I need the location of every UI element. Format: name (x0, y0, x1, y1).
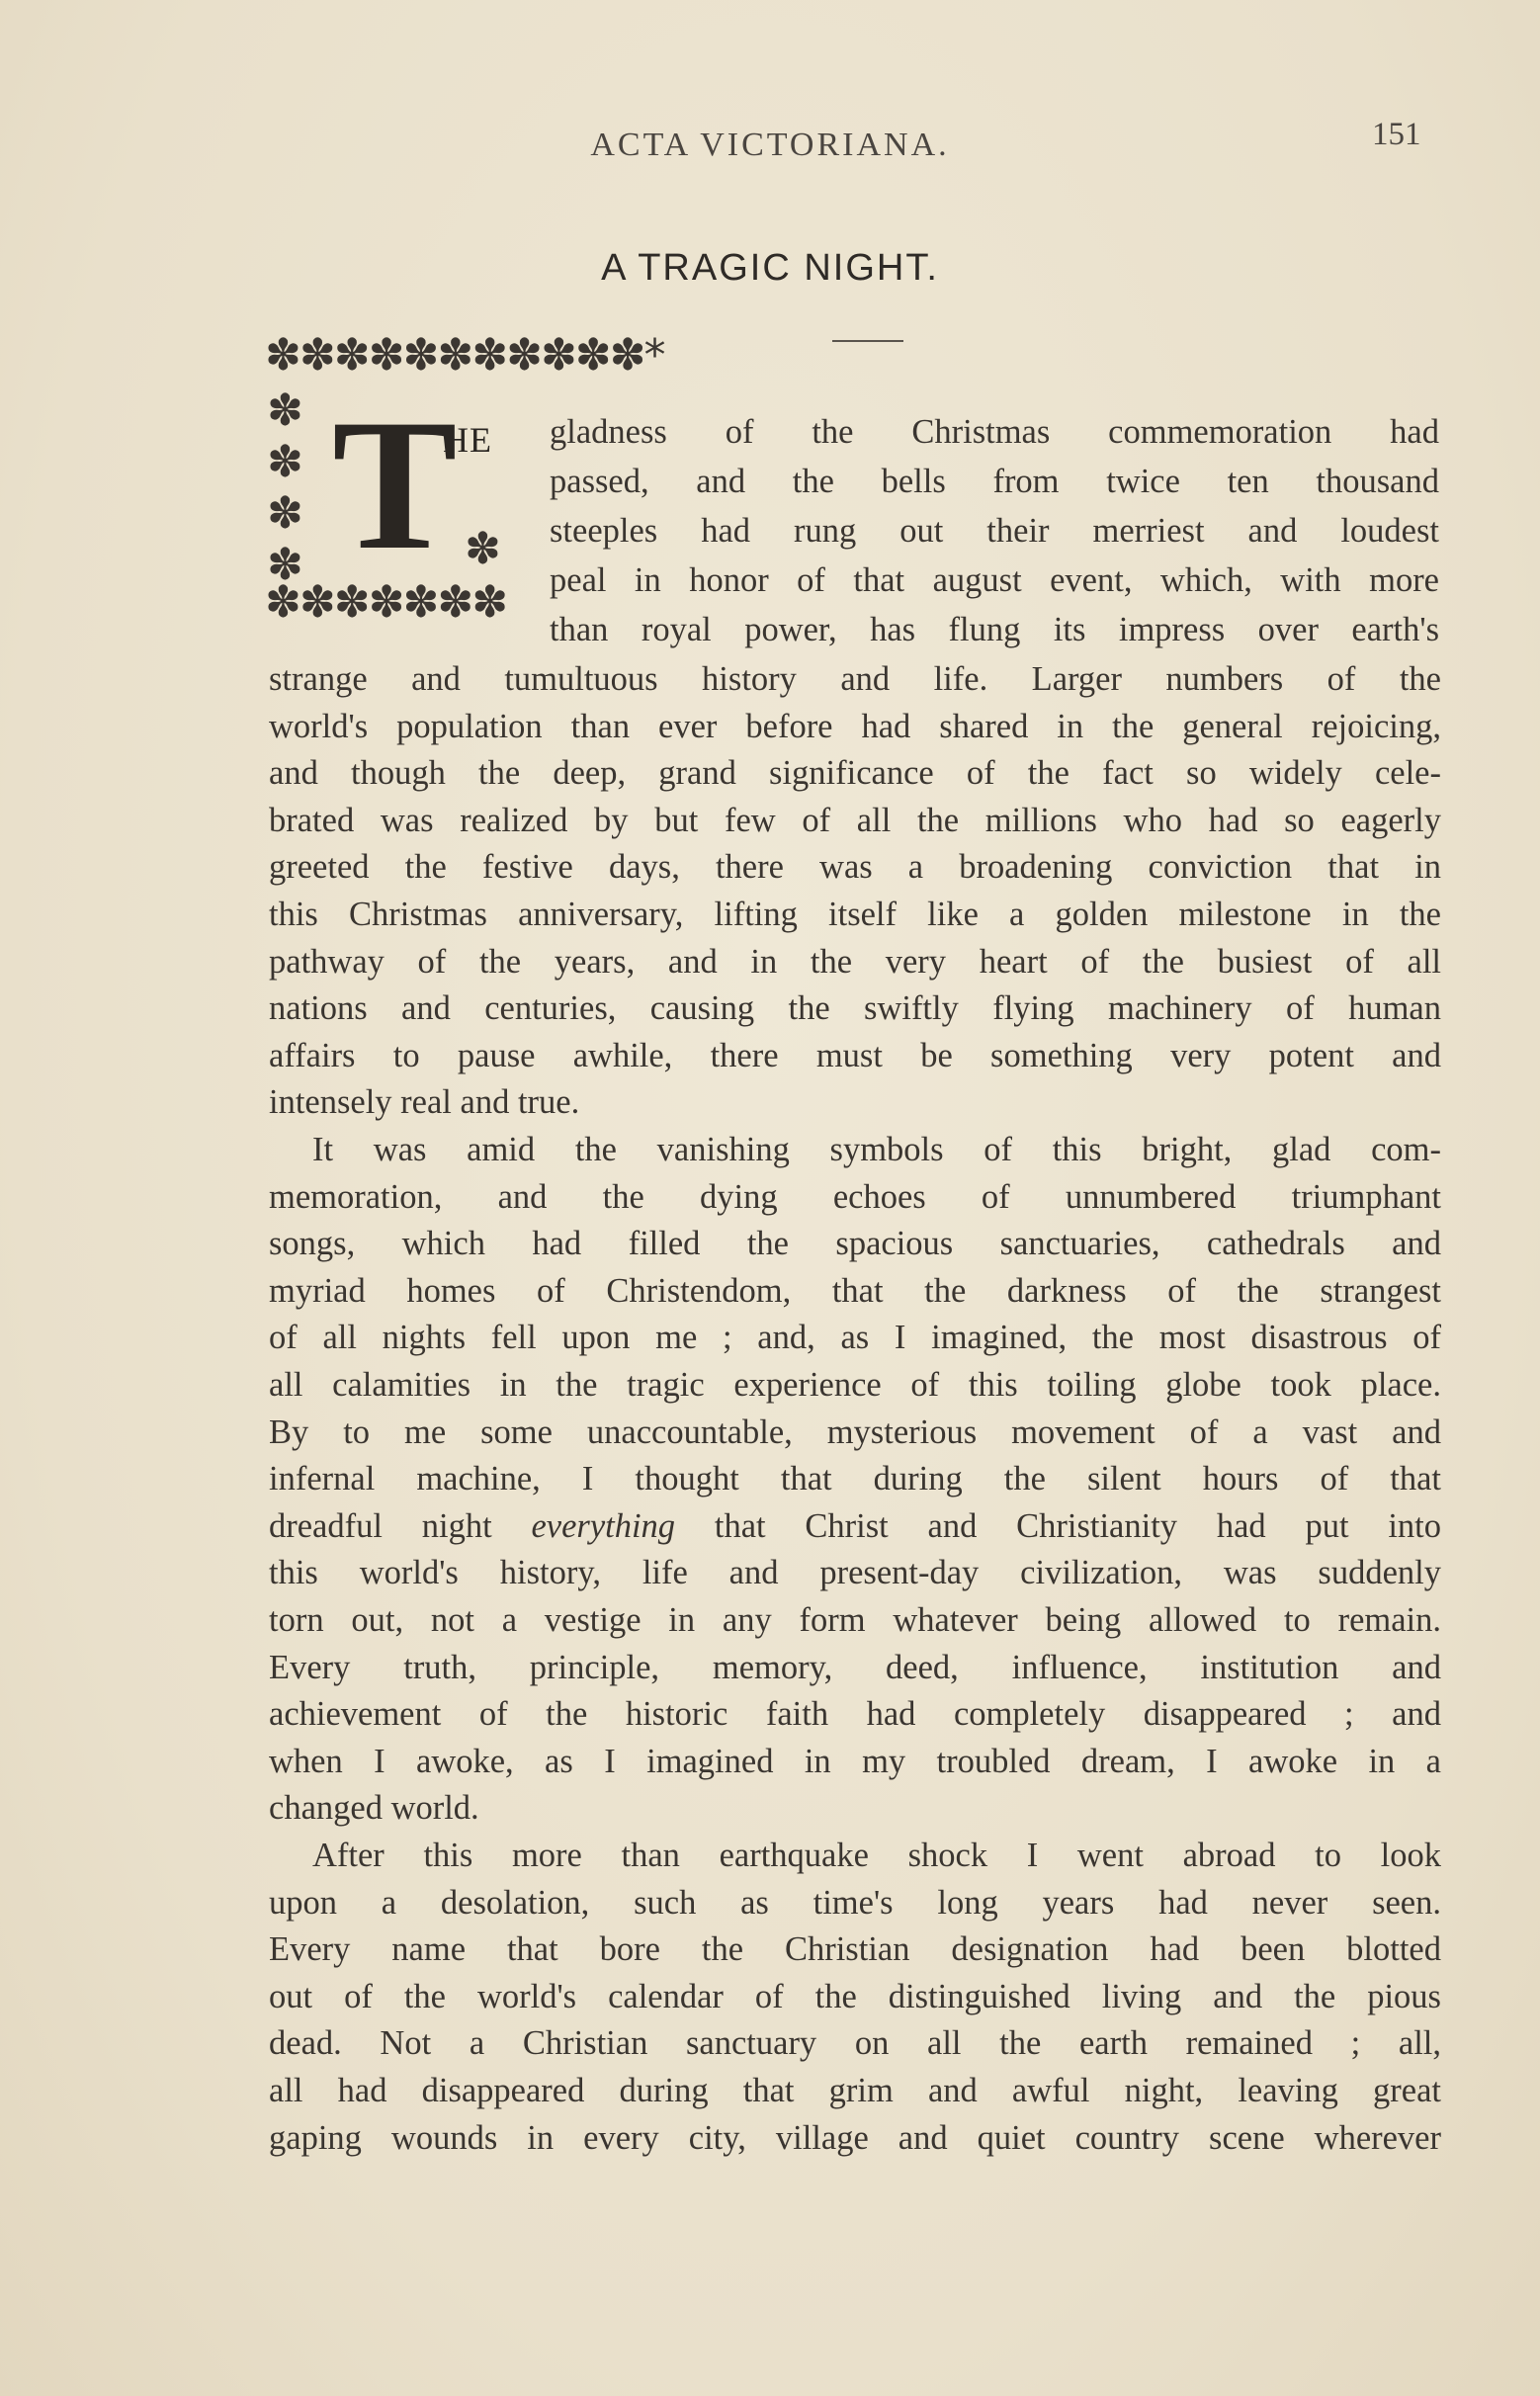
ornament-glyph: ✽ (267, 488, 303, 539)
text-line: and though the deep, grand significance of the fact so widely cele- (269, 754, 1441, 793)
ornament-border-top: ✽✽✽✽✽✽✽✽✽✽✽* (265, 330, 664, 381)
text-line: strange and tumultuous history and life. Larger numbers of the (269, 660, 1441, 698)
text-line: all calamities in the tragic experience of this toiling globe took place. (269, 1366, 1441, 1404)
article-title: A TRAGIC NIGHT. (601, 247, 939, 289)
title-rule (832, 340, 903, 342)
text-line: gaping wounds in every city, village and quiet country scene wherever (269, 2118, 1441, 2157)
text-line: It was amid the vanishing symbols of this bright, glad com- (312, 1131, 1441, 1168)
text-line: greeted the festive days, there was a broadening conviction that in (269, 848, 1441, 887)
ornament-glyph: ✽ (267, 437, 303, 487)
text-line (269, 1507, 1441, 1546)
ornament-border-bottom: ✽✽✽✽✽✽✽ (265, 577, 507, 628)
ornament-glyph: ✽ (267, 540, 303, 590)
text-line-indented: than royal power, has flung its impress over earth's (550, 611, 1439, 648)
text-line: infernal machine, I thought that during the silent hours of that (269, 1460, 1441, 1498)
italic-emphasis: everything (531, 1506, 676, 1545)
text-line-indented: gladness of the Christmas commemoration had (550, 413, 1439, 451)
text-line: pathway of the years, and in the very heart of the busiest of all (269, 942, 1441, 981)
text-line: songs, which had filled the spacious sanctuaries, cathedrals and (269, 1225, 1441, 1263)
text-line: upon a desolation, such as time's long years had never seen. (269, 1883, 1441, 1922)
text-fragment: that Christ and Christianity had put into (675, 1506, 1441, 1545)
text-line: changed world. (269, 1789, 479, 1828)
text-line: intensely real and true. (269, 1083, 580, 1122)
text-line-indented: steeples had rung out their merriest and loudest (550, 512, 1439, 550)
text-line: Every name that bore the Christian designation had been blotted (269, 1930, 1441, 1969)
text-line: out of the world's calendar of the distinguished living and the pious (269, 1977, 1441, 2015)
text-line: Every truth, principle, memory, deed, influence, institution and (269, 1648, 1441, 1686)
text-line: torn out, not a vestige in any form whatever being allowed to remain. (269, 1601, 1441, 1639)
page-number: 151 (1372, 117, 1421, 152)
text-line: achievement of the historic faith had completely disappeared ; and (269, 1695, 1441, 1734)
text-line: world's population than ever before had shared in the general rejoicing, (269, 707, 1441, 745)
text-line: affairs to pause awhile, there must be something very potent and (269, 1036, 1441, 1074)
text-fragment: dreadful night (269, 1506, 532, 1545)
text-line: this Christmas anniversary, lifting itself like a golden milestone in the (269, 896, 1441, 933)
text-line: brated was realized by but few of all the millions who had so eagerly (269, 801, 1441, 839)
ornament-flourish: ✽ (465, 524, 501, 574)
text-line: when I awoke, as I imagined in my troubled dream, I awoke in a (269, 1742, 1441, 1780)
drop-cap-letter: T (332, 382, 458, 589)
ornament-border-left (267, 385, 303, 591)
text-line: of all nights fell upon me ; and, as I imagined, the most disastrous of (269, 1319, 1441, 1357)
text-line: nations and centuries, causing the swiftly flying machinery of human (269, 989, 1441, 1028)
text-line: this world's history, life and present-day civilization, was suddenly (269, 1554, 1441, 1592)
text-line: all had disappeared during that grim and awful night, leaving great (269, 2072, 1441, 2109)
text-line: dead. Not a Christian sanctuary on all the earth remained ; all, (269, 2024, 1441, 2063)
text-line: myriad homes of Christendom, that the darkness of the strangest (269, 1271, 1441, 1310)
ornament-glyph: ✽ (267, 385, 303, 436)
text-line: After this more than earthquake shock I went abroad to look (312, 1837, 1441, 1874)
drop-cap-remainder: HE (443, 420, 492, 460)
text-line-indented: peal in honor of that august event, which, with more (550, 561, 1439, 599)
running-head: ACTA VICTORIANA. (590, 127, 950, 163)
text-line-indented: passed, and the bells from twice ten thousand (550, 463, 1439, 500)
text-line: memoration, and the dying echoes of unnumbered triumphant (269, 1177, 1441, 1216)
text-line: By to me some unaccountable, mysterious movement of a vast and (269, 1412, 1441, 1451)
